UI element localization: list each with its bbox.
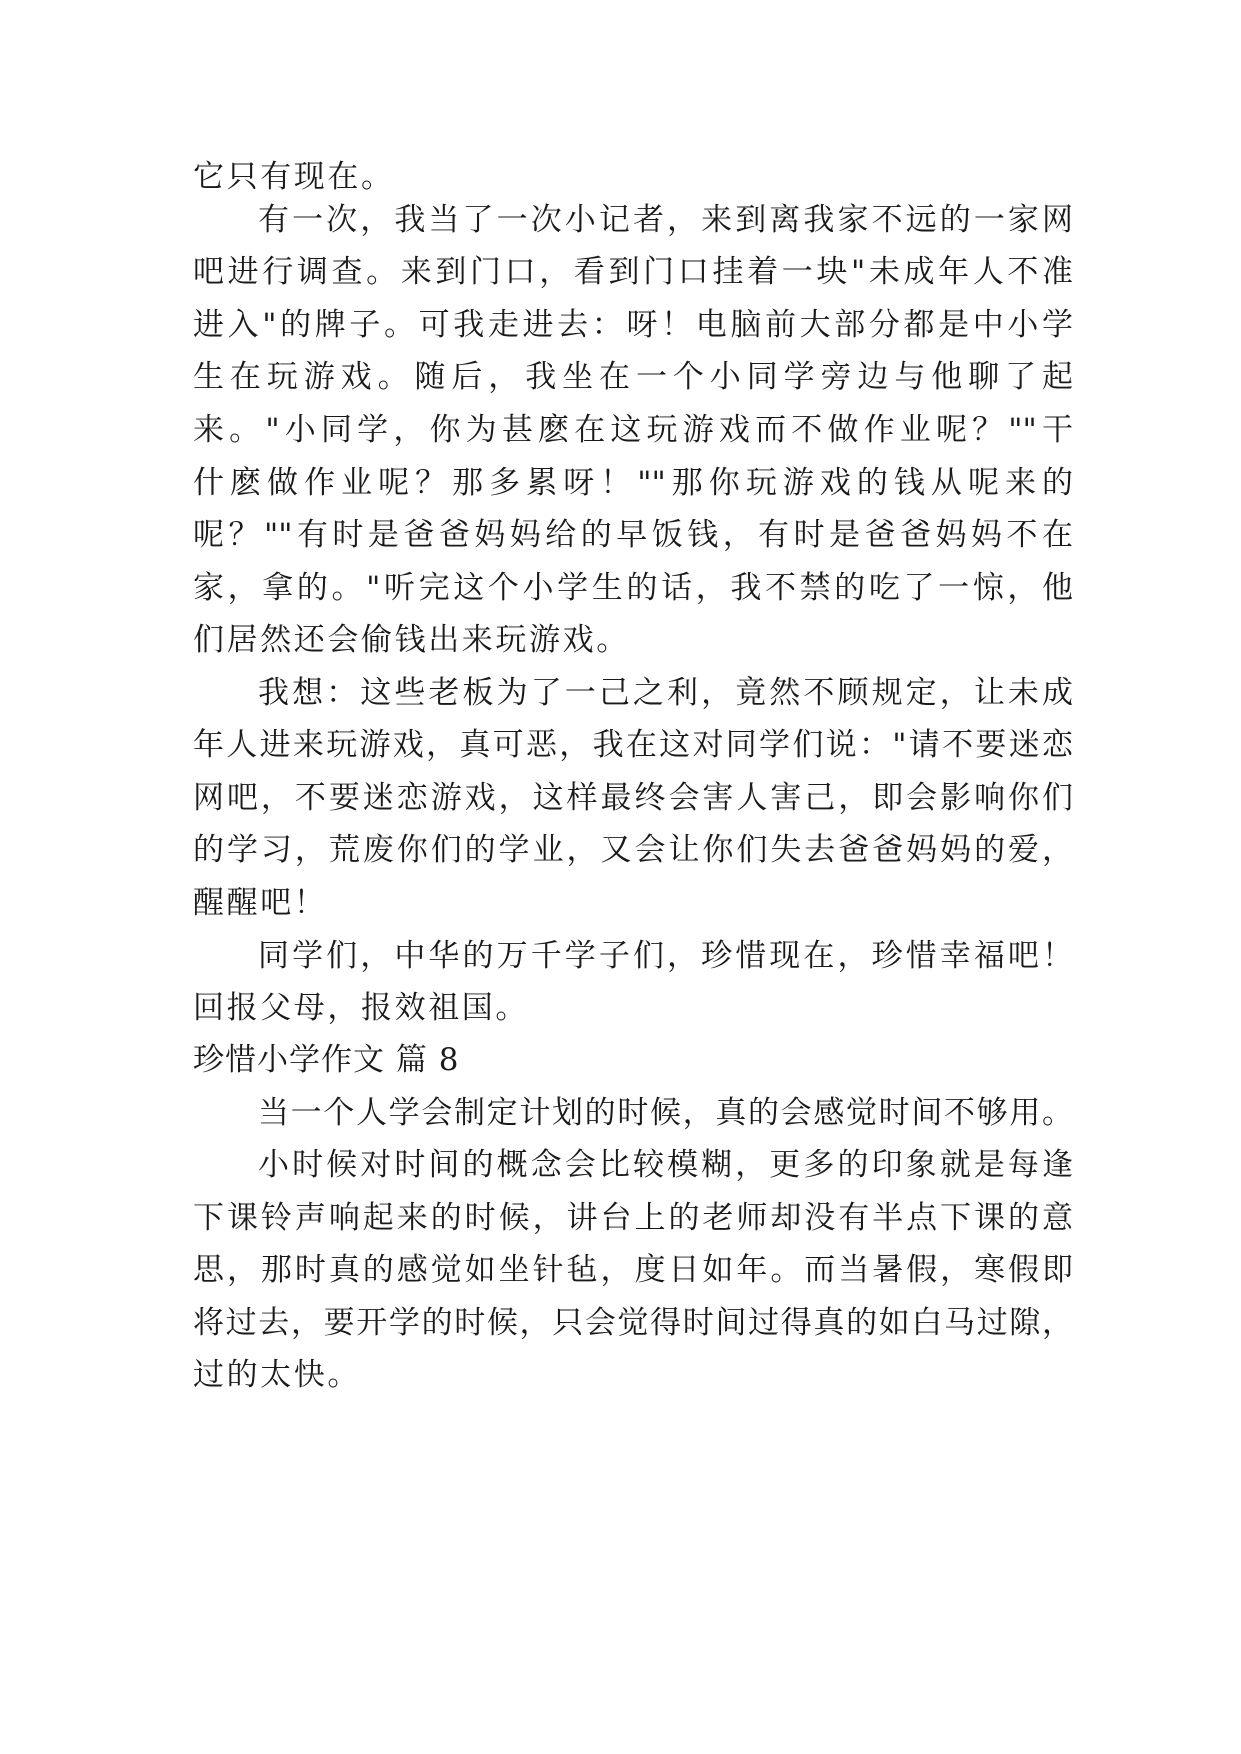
text-line: 过的太快。 <box>193 1357 361 1393</box>
text-line: 小时候对时间的概念会比较模糊，更多的印象就是每逢 <box>258 1147 1073 1183</box>
text-line: 家，拿的。"听完这个小学生的话，我不禁的吃了一惊，他 <box>193 570 1073 606</box>
text-line: 醒醒吧！ <box>193 885 328 921</box>
text-line: 将过去，要开学的时候，只会觉得时间过得真的如白马过隙， <box>193 1305 1073 1341</box>
text-line: 们居然还会偷钱出来玩游戏。 <box>193 622 630 658</box>
text-line: 网吧，不要迷恋游戏，这样最终会害人害己，即会影响你们 <box>193 780 1073 816</box>
text-line: 生在玩游戏。随后，我坐在一个小同学旁边与他聊了起 <box>193 359 1073 395</box>
text-line: 来。"小同学，你为甚麽在这玩游戏而不做作业呢？""干 <box>193 412 1073 448</box>
text-line: 它只有现在。 <box>193 159 395 195</box>
text-line: 什麽做作业呢？那多累呀！""那你玩游戏的钱从呢来的 <box>193 465 1073 501</box>
text-line: 吧进行调查。来到门口，看到门口挂着一块"未成年人不准 <box>193 254 1073 290</box>
text-line: 同学们，中华的万千学子们，珍惜现在，珍惜幸福吧！ <box>258 938 1073 974</box>
text-line: 年人进来玩游戏，真可恶，我在这对同学们说："请不要迷恋 <box>193 727 1073 763</box>
text-line: 回报父母，报效祖国。 <box>193 990 529 1026</box>
text-line: 下课铃声响起来的时候，讲台上的老师却没有半点下课的意 <box>193 1200 1073 1236</box>
text-line: 的学习，荒废你们的学业，又会让你们失去爸爸妈妈的爱， <box>193 832 1073 868</box>
section-heading: 珍惜小学作文 篇 8 <box>193 1042 460 1078</box>
text-line: 我想：这些老板为了一己之利，竟然不顾规定，让未成 <box>258 675 1073 711</box>
text-line: 当一个人学会制定计划的时候，真的会感觉时间不够用。 <box>258 1095 1073 1131</box>
text-line: 思，那时真的感觉如坐针毡，度日如年。而当暑假，寒假即 <box>193 1252 1073 1288</box>
text-line: 呢？""有时是爸爸妈妈给的早饭钱，有时是爸爸妈妈不在 <box>193 517 1073 553</box>
text-line: 进入"的牌子。可我走进去：呀！电脑前大部分都是中小学 <box>193 307 1073 343</box>
text-line: 有一次，我当了一次小记者，来到离我家不远的一家网 <box>258 202 1073 238</box>
